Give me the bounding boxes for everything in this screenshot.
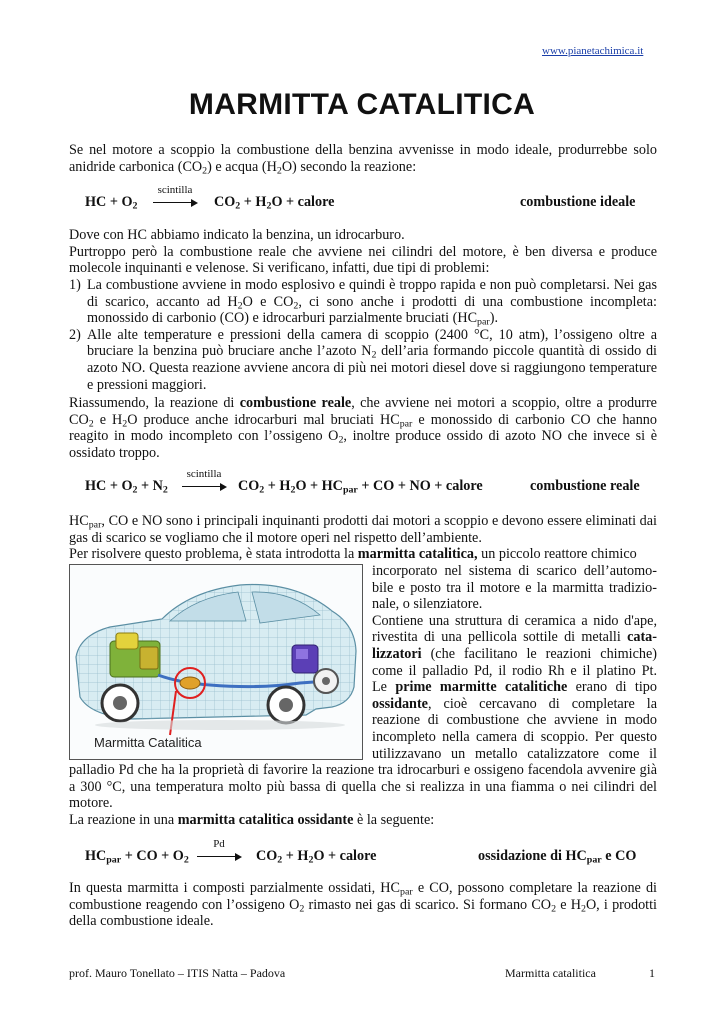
eq3-arrow-label: Pd xyxy=(213,838,225,850)
eq1-reactants: HC + $O_2$ xyxy=(85,194,138,212)
eq2-reactants: HC + $O_2 + N_2$ xyxy=(85,478,168,496)
side-line: Contiene una struttura di ceramica a nido d'ape, xyxy=(372,612,657,629)
paragraph-problems-intro: Dove con HC abbiamo indicato la benzina, un idrocarburo. Purtroppo però la combustione reale che avviene nei cilindri del motore, è ben diversa e produce molecole inquinanti e velenose. Si verificano, infatti, due tipi di problemi: xyxy=(69,227,657,277)
eq1-name: combustione ideale xyxy=(520,194,636,210)
eq2-arrow-label: scintilla xyxy=(186,468,222,480)
catalytic-converter-figure xyxy=(69,564,363,760)
side-line: incorporato nel sistema di scarico dell’automo- xyxy=(372,563,657,579)
paragraph-solution-first-line: Per risolvere questo problema, è stata introdotta la marmitta catalitica, un piccolo reattore chimico xyxy=(69,546,637,562)
footer-author: prof. Mauro Tonellato – ITIS Natta – Padova xyxy=(69,966,286,980)
page-number: 1 xyxy=(649,966,655,980)
eq2-products: $CO_2 + H_2O + HC_{par}$ + CO + NO + calore xyxy=(238,478,483,496)
side-line: Le prime marmitte catalitiche erano di tipo xyxy=(372,679,657,696)
side-line: bile e posto tra il motore e la marmitta tradizio- xyxy=(372,579,657,596)
eq1-products: $CO_2 + H_2O$ + calore xyxy=(214,194,335,212)
website-link[interactable]: www.pianetachimica.it xyxy=(542,45,644,57)
problem-item-2 xyxy=(69,327,657,393)
side-text xyxy=(372,563,657,762)
side-line: reazione di combustione che avviene in modo xyxy=(372,712,657,729)
eq1-arrow-label: scintilla xyxy=(157,184,193,196)
car-cutaway-illustration xyxy=(70,565,362,759)
side-line: rivestita di una pellicola sottile di metalli cata- xyxy=(372,629,657,646)
intro-paragraph: Se nel motore a scoppio la combustione della benzina avvenisse in modo ideale, produrrebbe solo anidride carbonica $(CO_2)$ e acqua $(H_2O)$ secondo la reazione: xyxy=(69,142,657,177)
side-line: lizzatori (che facilitano le reazioni chimiche) xyxy=(372,645,657,662)
side-line: come il palladio Pd, il rodio Rh e il platino Pt. xyxy=(372,662,657,679)
problem-text: La combustione avviene in modo esplosivo e quindi è troppo rapida e non può completarsi. Nei gas di scarico, accanto ad $H_2O$ e $CO_2$, ci sono anche i prodotti di una combustione incompleta: monossido di carbonio (CO) e idrocarburi parzialmente bruciati $(HC_{par})$. xyxy=(87,277,657,328)
eq3-name: ossidazione di $HC_{par}$ e CO xyxy=(478,848,637,866)
paragraph-palladium: palladio Pd che ha la proprietà di favorire la reazione tra idrocarburi e ossigeno facendola avvenire già a 300 °C, una temperatura molto più bassa di quella che si realizza in una fiamma o nei cilindri del motore. La reazione in una marmitta catalitica ossidante è la seguente: xyxy=(69,762,657,828)
problem-number: 2) xyxy=(69,326,81,343)
problem-item-1 xyxy=(69,277,657,327)
eq3-reactants: $HC_{par}$ + CO + $O_2$ xyxy=(85,848,189,866)
side-line: ossidante, cioè cercavano di completare la xyxy=(372,695,657,712)
side-line: utilizzavano un metallo catalizzatore come il xyxy=(372,745,657,762)
footer-topic: Marmitta catalitica xyxy=(505,966,596,980)
figure-caption: Marmitta Catalitica xyxy=(94,735,202,750)
side-line: incompleto nella camera di scoppio. Per questo xyxy=(372,728,657,745)
paragraph-conclusion: In questa marmitta i composti parzialmente ossidati, $HC_{par}$ e CO, possono completare la reazione di combustione reagendo con l’ossigeno $O_2$ rimasto nei gas di scarico. Si formano $CO_2$ e $H_2O$, i prodotti della combustione ideale. xyxy=(69,880,657,930)
side-line: nale, o silenziatore. xyxy=(372,596,483,613)
problem-number: 1) xyxy=(69,277,81,293)
page-title: MARMITTA CATALITICA xyxy=(188,88,536,121)
eq2-name: combustione reale xyxy=(530,478,640,494)
eq3-products: $CO_2 + H_2O$ + calore xyxy=(256,848,377,866)
paragraph-pollutants: $HC_{par}$, CO e NO sono i principali inquinanti prodotti dai motori a scoppio e devono essere eliminati dai gas di scarico se vogliamo che il motore operi nel rispetto dell’ambiente. xyxy=(69,513,657,546)
problems-list xyxy=(69,277,657,393)
problem-text: Alle alte temperature e pressioni della camera di scoppio (2400 °C, 10 atm), l’ossigeno oltre a bruciare la benzina può bruciare anche l’azoto $N_2$ dell’aria formando piccole quantità di ossido di azoto NO. Questa reazione avviene ancora di più nei motori diesel dove si raggiungono temperature e pressioni maggiori. xyxy=(87,326,657,393)
paragraph-summary: Riassumendo, la reazione di combustione reale, che avviene nei motori a scoppio, oltre a produrre $CO_2$ e $H_2O$ produce anche idrocarburi mal bruciati $HC_{par}$ e monossido di carbonio CO che hanno reagito in modo incompleto con l’ossigeno $O_2$, inoltre produce ossido di azoto NO che invece si è ossidato troppo. xyxy=(69,395,658,461)
